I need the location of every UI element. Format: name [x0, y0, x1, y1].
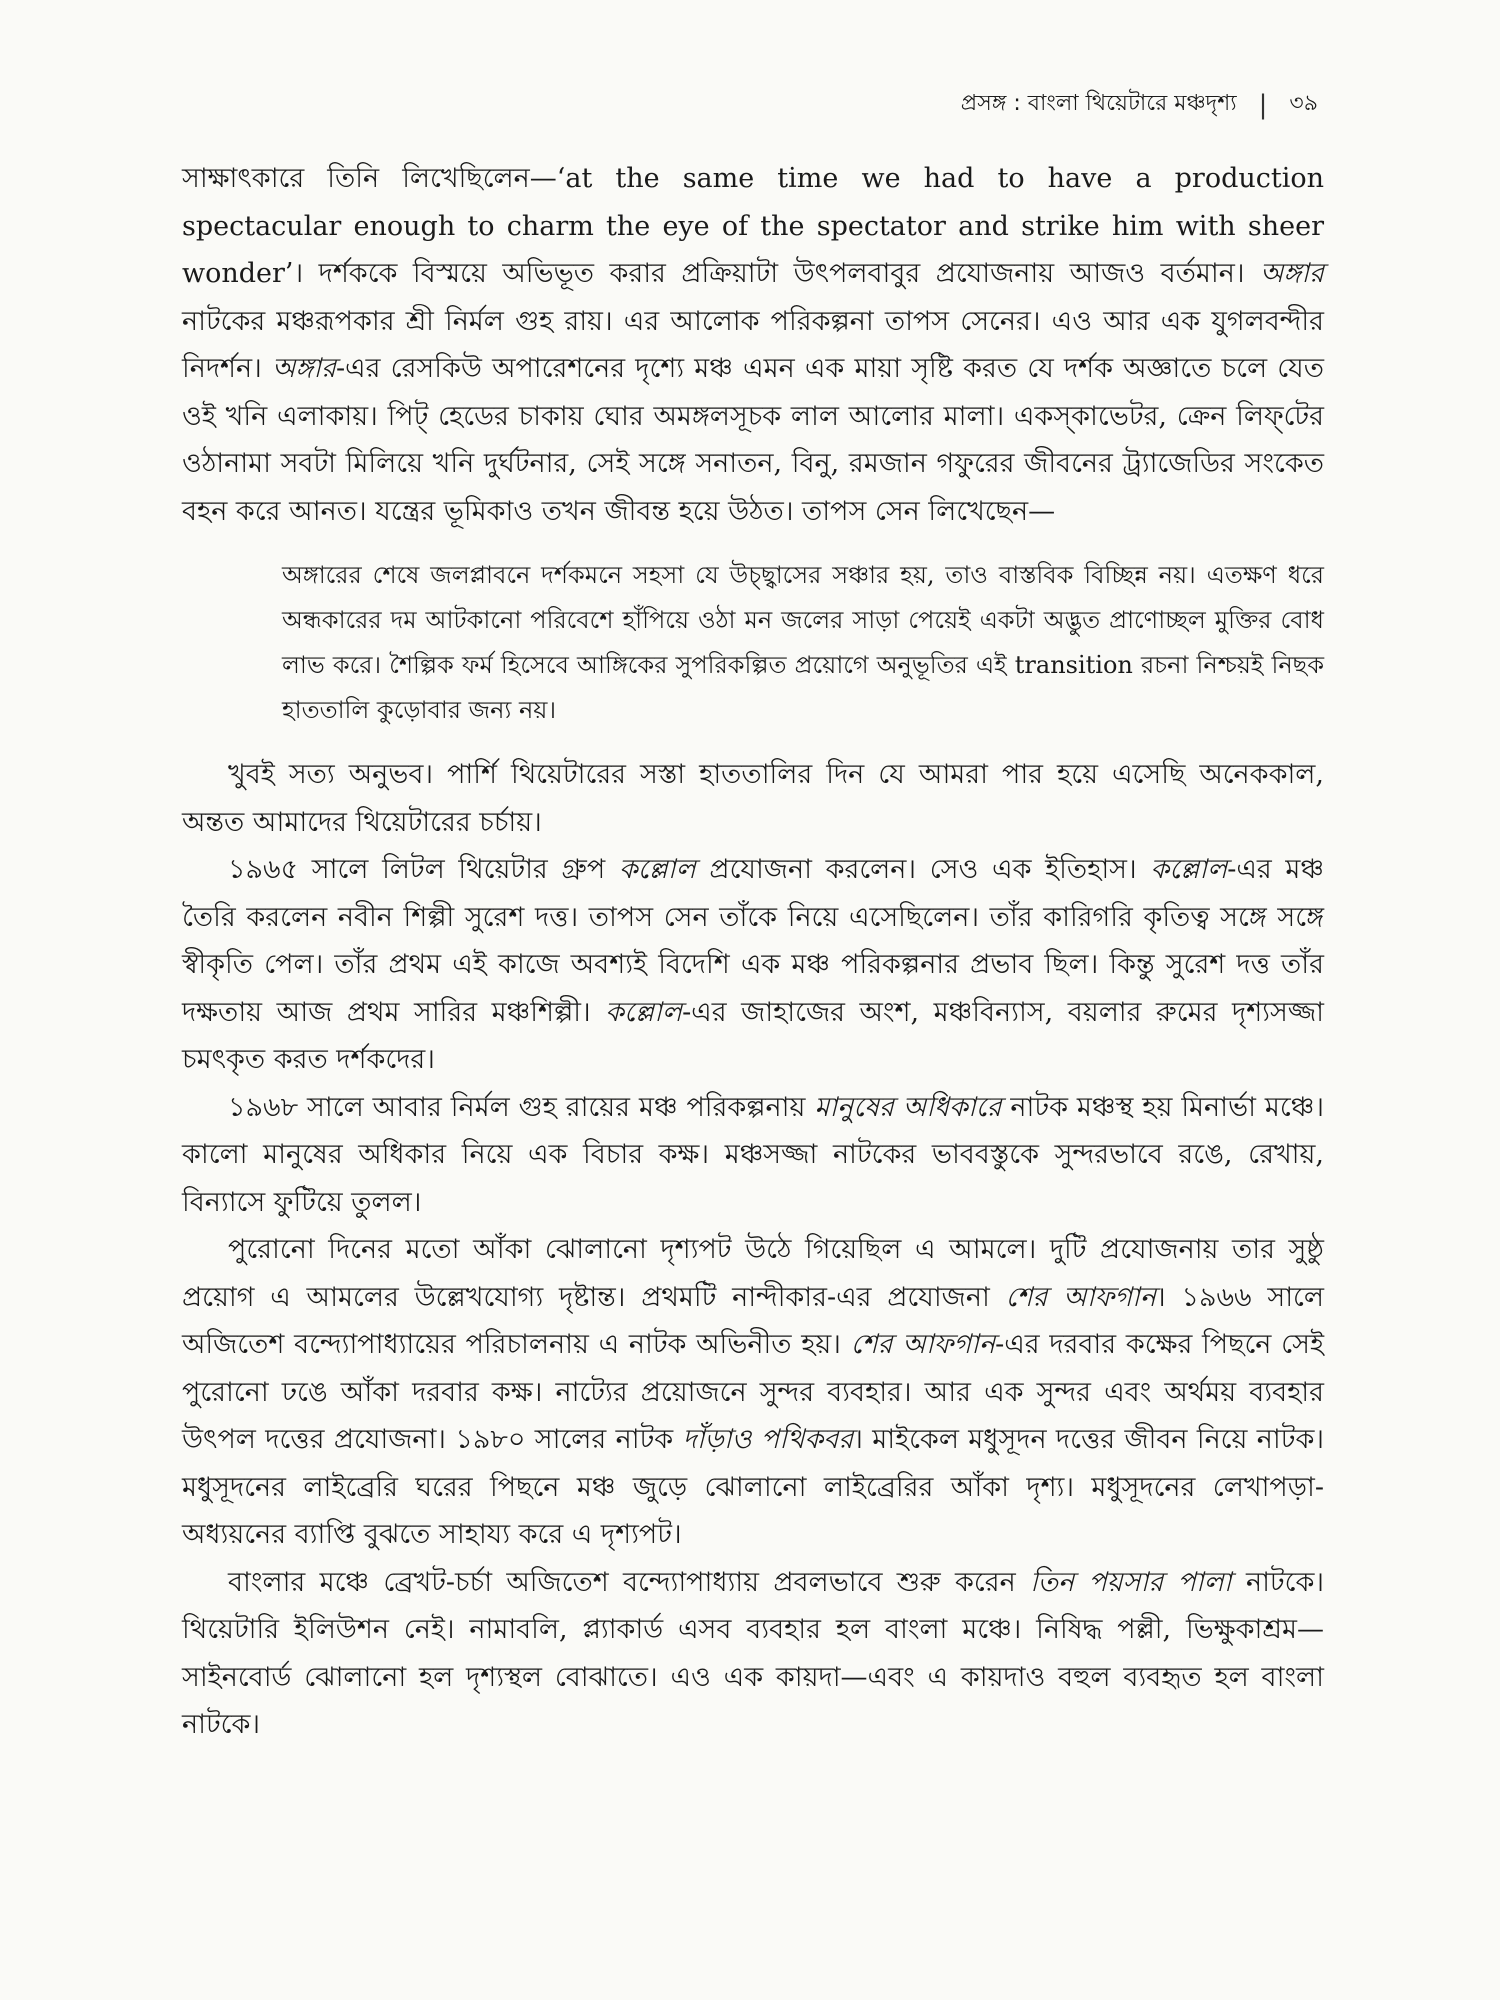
play-title-angar: অঙ্গার — [1260, 258, 1324, 289]
paragraph-5-mid-1: । ১৯৬৬ সালে অজিতেশ বন্দ্যোপাধ্যায়ের পরিচালনায় এ নাটক অভিনীত হয়। — [182, 1281, 1325, 1360]
play-title-tin-poysar-pala: তিন পয়সার পালা — [1030, 1566, 1232, 1598]
paragraph-4-tail: নাটক মঞ্চস্থ হয় মিনার্ভা মঞ্চে। কালো মানুষের অধিকার নিয়ে এক বিচার কক্ষ। মঞ্চসজ্জা নাটকের ভাববস্তুকে সুন্দরভাবে রঙে, রেখায়, বিন্যাসে ফুটিয়ে তুলল। — [182, 1091, 1324, 1218]
paragraph-5-mid-2: -এর দরবার কক্ষের পিছনে সেই পুরোনো ঢঙে আঁকা দরবার কক্ষ। নাট্যের প্রয়োজনে সুন্দর ব্যবহার। আর এক সুন্দর এবং অর্থময় ব্যবহার উৎপল দত্তের প্রযোজনা। ১৯৮০ সালের নাটক — [182, 1329, 1324, 1455]
paragraph-3-lead: ১৯৬৫ সালে লিটল থিয়েটার গ্রুপ — [228, 854, 619, 885]
paragraph-6-tail: নাটকে। থিয়েটারি ইলিউশন নেই। নামাবলি, প্ল্যাকার্ড এসব ব্যবহার হল বাংলা মঞ্চে। নিষিদ্ধ পল্লী, ভিক্ষুকাশ্রম—সাইনবোর্ড ঝোলানো হল দৃশ্যস্থল বোঝাতে। এও এক কায়দা—এবং এ কায়দাও বহুল ব্যবহৃত হল বাংলা নাটকে। — [182, 1566, 1324, 1740]
paragraph-2: খুবই সত্য অনুভব। পার্শি থিয়েটারের সস্তা হাততালির দিন যে আমরা পার হয়ে এসেছি অনেককাল, অন্তত আমাদের থিয়েটারের চর্চায়। — [182, 759, 1324, 838]
paragraph-4-lead: ১৯৬৮ সালে আবার নির্মল গুহ রায়ের মঞ্চ পরিকল্পনায় — [228, 1091, 815, 1123]
paragraph-1-lead: সাক্ষাৎকারে তিনি লিখেছিলেন—‘at the same time we had to have a production spectacular enough to charm the eye of the spectator and strike him with sheer wonder’। দর্শককে বিস্ময়ে অভিভূত করার প্রক্রিয়াটা উৎপলবাবুর প্রযোজনায় আজও বর্তমান। — [182, 163, 1324, 289]
play-title-kallol-3: কল্লোল — [605, 996, 683, 1028]
paragraph-3-mid-2: -এর মঞ্চ তৈরি করলেন নবীন শিল্পী সুরেশ দত্ত। তাপস সেন তাঁকে নিয়ে এসেছিলেন। তাঁর কারিগরি কৃতিত্ব সঙ্গে সঙ্গে স্বীকৃতি পেল। তাঁর প্রথম এই কাজে অবশ্যই বিদেশি এক মঞ্চ পরিকল্পনার প্রভাব ছিল। কিন্তু সুরেশ দত্ত তাঁর দক্ষতায় আজ প্রথম সারির মঞ্চশিল্পী। — [182, 854, 1324, 1028]
paragraph-4 — [182, 1084, 1324, 1227]
paragraph-6-lead: বাংলার মঞ্চে ব্রেখট-চর্চা অজিতেশ বন্দ্যোপাধ্যায় প্রবলভাবে শুরু করেন — [228, 1566, 1031, 1598]
running-head-separator: | — [1258, 89, 1268, 120]
paragraph-1-tail: -এর রেসকিউ অপারেশনের দৃশ্যে মঞ্চ এমন এক মায়া সৃষ্টি করত যে দর্শক অজ্ঞাতে চলে যেত ওই খনি এলাকায়। পিট্ হেডের চাকায় ঘোর অমঙ্গলসূচক লাল আলোর মালা। একস্‌কাভেটর, ক্রেন লিফ্‌টের ওঠানামা সবটা মিলিয়ে খনি দুর্ঘটনার, সেই সঙ্গে সনাতন, বিনু, রমজান গফুরের জীবনের ট্র্যাজেডির সংকেত বহন করে আনত। যন্ত্রের ভূমিকাও তখন জীবন্ত হয়ে উঠত। তাপস সেন লিখেছেন— — [182, 353, 1324, 527]
paragraph-3 — [182, 846, 1324, 1084]
running-head-title: প্রসঙ্গ : বাংলা থিয়েটারে মঞ্চদৃশ্য — [960, 91, 1237, 116]
paragraph-3-tail: -এর জাহাজের অংশ, মঞ্চবিন্যাস, বয়লার রুমের দৃশ্যসজ্জা চমৎকৃত করত দর্শকদের। — [182, 996, 1324, 1075]
play-title-angar-2: অঙ্গার — [271, 353, 336, 384]
paragraph-5 — [182, 1226, 1324, 1559]
page-number: ৩৯ — [1289, 91, 1318, 116]
paragraph-3-mid-1: প্রযোজনা করলেন। সেও এক ইতিহাস। — [695, 854, 1151, 885]
play-title-sher-afghan-2: শের আফগান — [850, 1329, 996, 1360]
play-title-darao-pathikbar: দাঁড়াও পথিকবর — [682, 1424, 854, 1455]
body-text — [182, 155, 1324, 1749]
block-quote: অঙ্গারের শেষে জলপ্লাবনে দর্শকমনে সহসা যে উচ্ছ্বাসের সঞ্চার হয়, তাও বাস্তবিক বিচ্ছিন্ন নয়। এতক্ষণ ধরে অন্ধকারের দম আটকানো পরিবেশে হাঁপিয়ে ওঠা মন জলের সাড়া পেয়েই একটা অদ্ভুত প্রাণোচ্ছল মুক্তির বোধ লাভ করে। শৈল্পিক ফর্ম হিসেবে আঙ্গিকের সুপরিকল্পিত প্রয়োগে অনুভূতির এই transition রচনা নিশ্চয়ই নিছক হাততালি কুড়োবার জন্য নয়। — [282, 561, 1324, 724]
paragraph-5-lead: পুরোনো দিনের মতো আঁকা ঝোলানো দৃশ্যপট উঠে গিয়েছিল এ আমলে। দুটি প্রযোজনায় তার সুষ্ঠু প্রয়োগ এ আমলের উল্লেখযোগ্য দৃষ্টান্ত। প্রথমটি নান্দীকার-এর প্রযোজনা — [182, 1234, 1324, 1313]
paragraph-5-tail: । মাইকেল মধুসূদন দত্তের জীবন নিয়ে নাটক। মধুসূদনের লাইব্রেরি ঘরের পিছনে মঞ্চ জুড়ে ঝোলানো লাইব্রেরির আঁকা দৃশ্য। মধুসূদনের লেখাপড়া-অধ্যয়নের ব্যাপ্তি বুঝতে সাহায্য করে এ দৃশ্যপট। — [182, 1424, 1324, 1550]
paragraph-1 — [182, 155, 1324, 535]
play-title-sher-afghan: শের আফগান — [1005, 1281, 1156, 1313]
paragraph-6 — [182, 1559, 1324, 1749]
play-title-kallol: কল্লোল — [618, 854, 696, 885]
paragraph-1-mid: নাটকের মঞ্চরূপকার শ্রী নির্মল গুহ রায়। এর আলোক পরিকল্পনা তাপস সেনের। এও আর এক যুগলবন্দীর নিদর্শন। — [182, 305, 1324, 384]
running-head — [961, 86, 1318, 123]
play-title-manusher-adhikare: মানুষের অধিকারে — [814, 1091, 1002, 1123]
play-title-kallol-2: কল্লোল — [1150, 854, 1228, 885]
